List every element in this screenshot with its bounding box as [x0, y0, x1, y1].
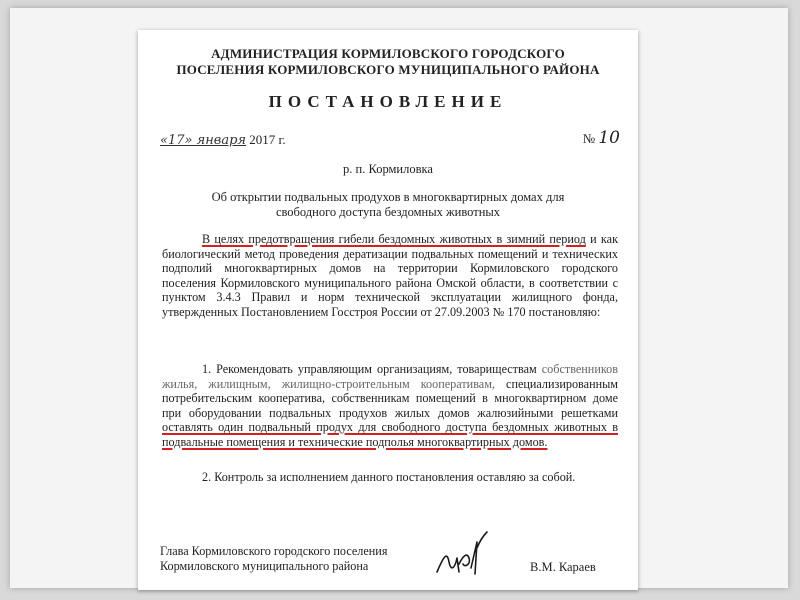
document-title: ПОСТАНОВЛЕНИЕ	[268, 92, 508, 111]
highlighted-text-item-1: оставлять один подвальный продух для свободного доступа бездомных животных в подвальные помещения и технические подполья многоквартирных домов.	[162, 420, 618, 449]
signatory-line-1: Глава Кормиловского городского поселения	[160, 544, 388, 558]
slide-frame	[10, 8, 788, 588]
handwritten-number: 10	[598, 128, 620, 148]
document-number	[583, 128, 620, 148]
highlighted-text-preamble: В целях предотвращения гибели бездомных животных в зимний период	[202, 232, 586, 246]
preamble-rest: и как биологический метод проведения дератизации подвальных помещений и технических подполий многоквартирных домов на территории Кормиловского городского поселения Кормиловского муниципального района Омской области, в соответствии с пунктом 3.4.3 Правил и норм технической эксплуатации жилищного фонда, утвержденных Постановлением Госстроя России от 27.09.2003 № 170 постановляю:	[162, 232, 618, 319]
paragraph-preamble	[162, 232, 618, 319]
org-line-1: АДМИНИСТРАЦИЯ КОРМИЛОВСКОГО ГОРОДСКОГО	[211, 46, 565, 61]
signatory-line-2: Кормиловского муниципального района	[160, 559, 369, 573]
item-1-middle: специализированным потребительским кооператива, собственникам помещений в многоквартирном доме при оборудовании подвальных продухов жилых домов жалюзийными решетками	[162, 376, 619, 420]
handwritten-date: «17» января	[160, 133, 246, 148]
place: р. п. Кормиловка	[343, 162, 433, 176]
org-line-2: ПОСЕЛЕНИЯ КОРМИЛОВСКОГО МУНИЦИПАЛЬНОГО РАЙОНА	[176, 62, 600, 77]
subject-line-2: свободного доступа бездомных животных	[275, 205, 501, 219]
organization-header	[138, 46, 638, 78]
document-page	[138, 30, 638, 590]
paragraph-item-2: 2. Контроль за исполнением данного постановления оставляю за собой.	[202, 470, 576, 484]
signatory-name: В.М. Караев	[530, 560, 596, 574]
number-label: №	[582, 131, 596, 146]
handwritten-signature	[433, 528, 493, 578]
signatory-title	[160, 544, 387, 574]
date-row	[160, 128, 620, 148]
date-year: 2017 г.	[249, 132, 286, 147]
subject	[198, 190, 578, 220]
paragraph-item-1	[162, 362, 618, 449]
subject-line-1: Об открытии подвальных продухов в многоквартирных домах для	[211, 190, 565, 204]
item-1-start: 1. Рекомендовать управляющим организациям, товариществам	[202, 362, 537, 376]
item-1-faint: собственников жилья, жилищным, жилищно-строительным кооперативам,	[162, 362, 618, 391]
